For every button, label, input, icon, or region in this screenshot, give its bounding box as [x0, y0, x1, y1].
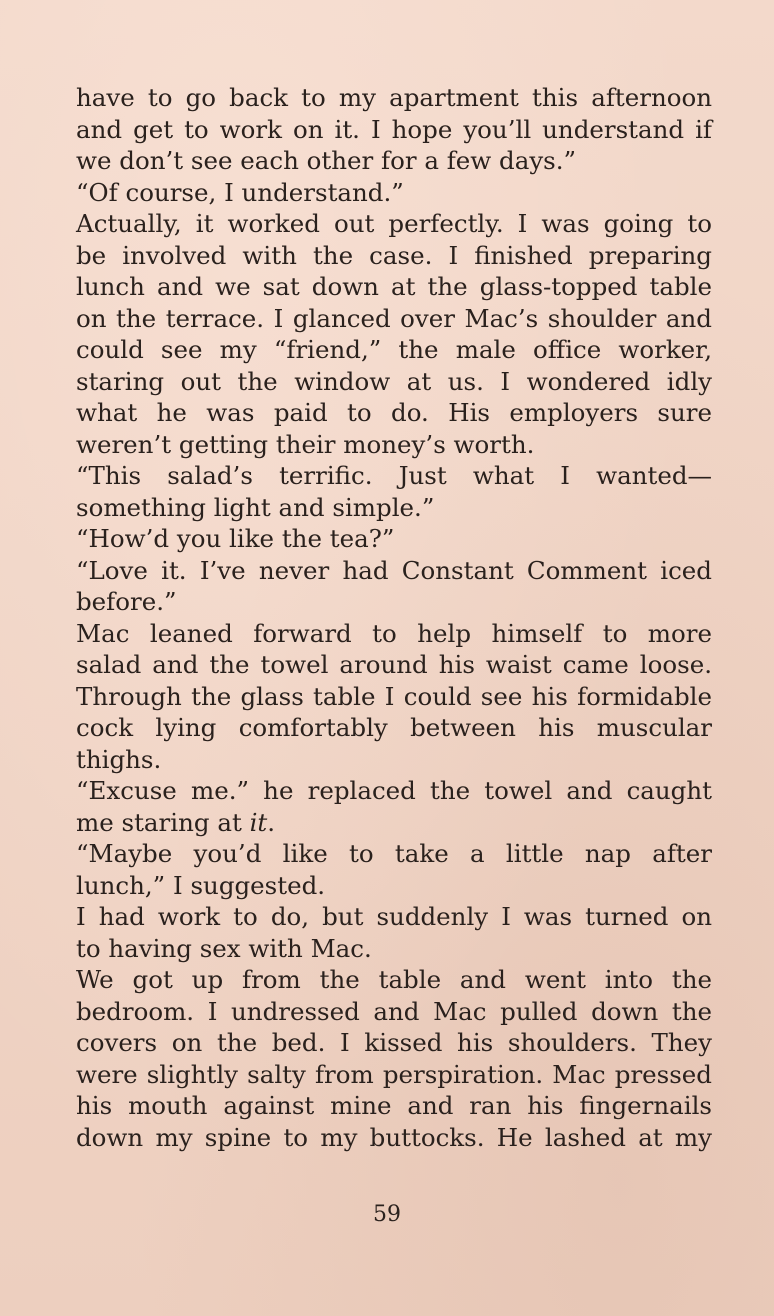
italic-word: it [249, 807, 268, 837]
paragraph-start-line: “Excuse me.” he replaced the towel and caught [76, 776, 712, 805]
text-line: have to go back to my apartment this afternoon [76, 83, 712, 112]
text-line: his mouth against mine and ran his fingernails [76, 1091, 712, 1120]
text-line: lunch,” I suggested. [76, 870, 326, 900]
paragraph-start-line: “Maybe you’d like to take a little nap after [76, 839, 712, 868]
paragraph-start-line: “Of course, I understand.” [76, 177, 404, 207]
text-line: weren’t getting their money’s worth. [76, 429, 535, 459]
text-line: lunch and we sat down at the glass-topped table [76, 272, 712, 301]
text-line: salad and the towel around his waist came loose. [76, 650, 712, 679]
text-line: were slightly salty from perspiration. Mac pressed [76, 1059, 712, 1089]
page-number: 59 [373, 1202, 401, 1227]
text-line [76, 807, 712, 839]
text-line: to having sex with Mac. [76, 933, 372, 963]
paragraph-start-line: “How’d you like the tea?” [76, 524, 395, 553]
text-line: something light and simple.” [76, 492, 435, 522]
text-line: before.” [76, 587, 177, 616]
text-fragment: me staring at [76, 807, 250, 837]
paragraph-start-line: I had work to do, but suddenly I was turned on [76, 902, 712, 931]
text-line: be involved with the case. I finished preparing [76, 240, 712, 270]
paragraph-start-line: Mac leaned forward to help himself to more [76, 618, 712, 648]
paragraph-start-line: We got up from the table and went into the [76, 965, 712, 994]
paragraph-start-line: “This salad’s terrific. Just what I wanted— [76, 461, 712, 490]
text-line: cock lying comfortably between his muscular [76, 713, 712, 742]
text-line: Through the glass table I could see his formidable [76, 681, 712, 711]
text-line: down my spine to my buttocks. He lashed at my [76, 1122, 712, 1152]
text-line: covers on the bed. I kissed his shoulders. They [76, 1028, 712, 1057]
text-line: staring out the window at us. I wondered idly [76, 366, 712, 396]
text-line: bedroom. I undressed and Mac pulled down the [76, 996, 712, 1026]
text-fragment: . [267, 807, 276, 837]
text-line: thighs. [76, 744, 162, 774]
text-line: we don’t see each other for a few days.” [76, 146, 577, 175]
text-line: could see my “friend,” the male office worker, [76, 335, 712, 364]
text-line: on the terrace. I glanced over Mac’s shoulder and [76, 303, 712, 333]
body-text [76, 82, 712, 1153]
paragraph-start-line: “Love it. I’ve never had Constant Comment iced [76, 555, 712, 585]
paragraph-start-line: Actually, it worked out perfectly. I was going to [76, 209, 712, 238]
text-line: what he was paid to do. His employers sure [76, 398, 712, 427]
text-line: and get to work on it. I hope you’ll understand if [76, 114, 712, 144]
